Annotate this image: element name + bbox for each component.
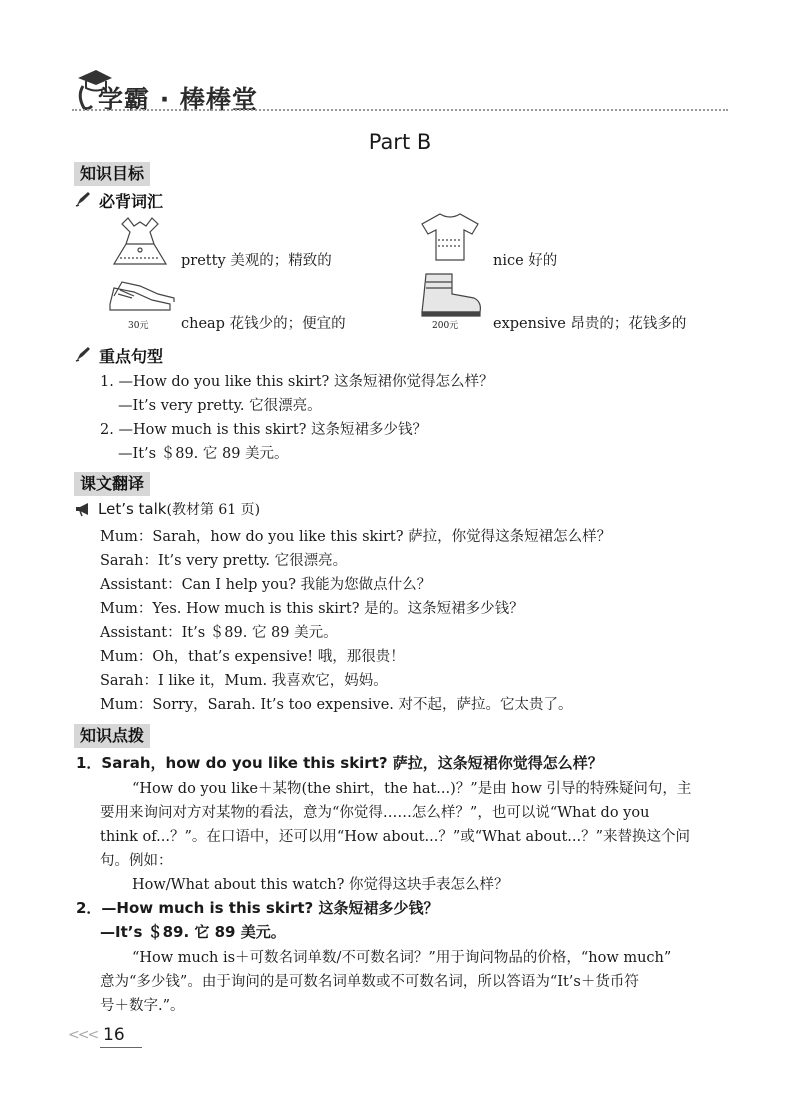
lets-talk-title: Let’s talk (98, 500, 167, 518)
section-knowledge-goal: 知识目标 (74, 162, 150, 186)
point-1-text: “How do you like＋某物(the shirt，the hat...)？”是由 how 引导的特殊疑问句，主 (132, 781, 692, 797)
dialogue-line: Mum：Yes. How much is this skirt? 是的。这条短裙多少钱？ (100, 601, 524, 617)
dialogue-line: Sarah：I like it，Mum. 我喜欢它，妈妈。 (100, 673, 388, 689)
point-2-text: “How much is＋可数名词单数/不可数名词？”用于询问物品的价格，“how much” (132, 950, 672, 966)
point-2-heading: 2．—How much is this skirt? 这条短裙多少钱？ (76, 899, 439, 917)
point-2-text: 意为“多少钱”。由于询问的是可数名词单数或不可数名词，所以答语为“It’s＋货币符 (100, 974, 639, 990)
lets-talk-note: (教材第 61 页) (166, 502, 261, 518)
dialogue-line: Mum：Sorry，Sarah. It’s too expensive. 对不起，萨拉。它太贵了。 (100, 697, 573, 713)
dialogue-line: Sarah：It’s very pretty. 它很漂亮。 (100, 553, 348, 569)
vocab-pretty: pretty 美观的；精致的 (181, 253, 332, 269)
page-number: 16 (103, 1025, 125, 1045)
vocab-nice: nice 好的 (493, 253, 558, 269)
tshirt-icon (414, 210, 486, 264)
point-1-heading: 1．Sarah，how do you like this skirt? 萨拉，这条短裙你觉得怎么样？ (76, 754, 603, 772)
point-1-text: 要用来询问对方对某物的看法，意为“你觉得……怎么样？”，也可以说“What do you (100, 805, 650, 821)
price-label-expensive: 200元 (432, 321, 459, 331)
pen-icon (74, 345, 92, 363)
sentence-heading: 重点句型 (99, 347, 164, 366)
section-translation: 课文翻译 (74, 472, 150, 496)
dress-icon (104, 214, 176, 268)
key-sentence: 1. —How do you like this skirt? 这条短裙你觉得怎么样？ (100, 374, 494, 390)
point-2-text: 号＋数字.”。 (100, 998, 185, 1014)
page-arrows-icon: <<< (68, 1027, 98, 1043)
key-sentence: —It’s ＄89. 它 89 美元。 (118, 446, 289, 462)
dialogue-line: Mum：Oh，that’s expensive! 哦，那很贵！ (100, 649, 405, 665)
lets-talk-heading (98, 499, 260, 519)
dialogue-line: Assistant：Can I help you? 我能为您做点什么？ (100, 577, 432, 593)
pen-icon (74, 190, 92, 208)
vocab-cheap: cheap 花钱少的；便宜的 (181, 316, 346, 332)
dialogue-line: Assistant：It’s ＄89. 它 89 美元。 (100, 625, 338, 641)
point-2-heading-answer: —It’s ＄89. 它 89 美元。 (100, 923, 286, 941)
point-1-text: 句。例如： (100, 853, 173, 869)
boots-icon (414, 270, 486, 324)
megaphone-icon (74, 501, 92, 517)
page-number-rule (100, 1047, 142, 1048)
dialogue-line: Mum：Sarah，how do you like this skirt? 萨拉，你觉得这条短裙怎么样？ (100, 529, 612, 545)
point-1-text: think of...？”。在口语中，还可以用“How about...？”或“What about...？”来替换这个问 (100, 829, 691, 845)
vocab-expensive: expensive 昂贵的；花钱多的 (493, 316, 687, 332)
brand-title: 学霸 · 棒棒堂 (98, 85, 258, 114)
vocab-heading: 必背词汇 (99, 192, 164, 211)
header-divider (72, 109, 728, 111)
key-sentence: 2. —How much is this skirt? 这条短裙多少钱？ (100, 422, 428, 438)
price-label-cheap: 30元 (128, 321, 149, 331)
point-1-example: How/What about this watch? 你觉得这块手表怎么样？ (132, 877, 509, 893)
part-title: Part B (368, 130, 432, 154)
key-sentence: —It’s very pretty. 它很漂亮。 (118, 398, 322, 414)
section-knowledge-points: 知识点拨 (74, 724, 150, 748)
